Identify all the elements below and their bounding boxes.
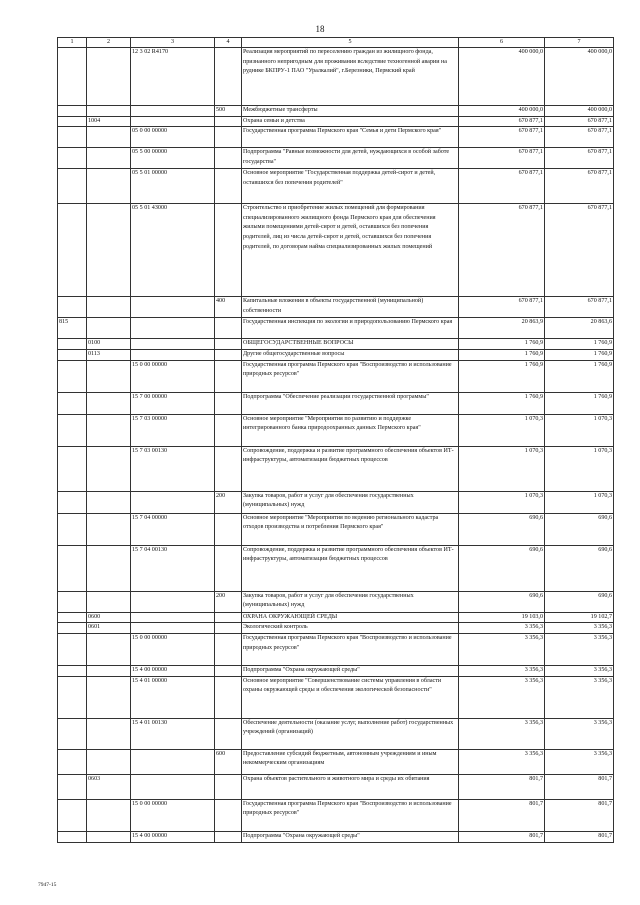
section-code-cell (87, 392, 131, 414)
target-item-cell: 15 7 04 00130 (131, 545, 215, 591)
admin-code-cell (58, 204, 87, 297)
table-row (58, 392, 614, 414)
amount-executed-cell: 20 863,6 (545, 318, 614, 339)
table-row (58, 491, 614, 513)
section-code-cell: 0600 (87, 612, 131, 623)
amount-executed-cell: 801,7 (545, 831, 614, 842)
admin-code-cell (58, 749, 87, 774)
amount-cell: 3 356,3 (459, 623, 545, 634)
expense-type-cell (215, 318, 242, 339)
section-code-cell: 0100 (87, 339, 131, 350)
section-code-cell (87, 545, 131, 591)
expense-type-cell: 400 (215, 297, 242, 318)
section-code-cell (87, 591, 131, 612)
table-row (58, 545, 614, 591)
description-cell: Закупка товаров, работ и услуг для обеспечения государственных (муниципальных) нужд (242, 491, 459, 513)
expense-type-cell (215, 148, 242, 169)
description-cell: Государственная программа Пермского края "Воспроизводство и использование природных ресурсов" (242, 633, 459, 665)
admin-code-cell (58, 799, 87, 831)
admin-code-cell (58, 831, 87, 842)
expense-type-cell (215, 545, 242, 591)
amount-cell: 1 070,3 (459, 491, 545, 513)
section-code-cell (87, 665, 131, 676)
expense-type-cell (215, 446, 242, 491)
amount-cell: 400 000,0 (459, 106, 545, 117)
target-item-cell (131, 318, 215, 339)
section-code-cell (87, 799, 131, 831)
target-item-cell: 15 0 00 00000 (131, 799, 215, 831)
amount-cell: 1 760,9 (459, 350, 545, 361)
table-row (58, 446, 614, 491)
expense-type-cell (215, 169, 242, 204)
description-cell: Реализация мероприятий по переселению граждан из жилищного фонда, признанного непригодным для проживания вследствие техногенной аварии на руднике БКПРУ-1 ПАО "Уралкалий", г.Березники, Пермский край (242, 48, 459, 106)
amount-executed-cell: 670 877,1 (545, 116, 614, 127)
amount-cell: 670 877,1 (459, 204, 545, 297)
target-item-cell: 15 7 03 00130 (131, 446, 215, 491)
amount-cell: 1 760,9 (459, 392, 545, 414)
description-cell: Государственная инспекция по экологии и природопользованию Пермского края (242, 318, 459, 339)
expense-type-cell (215, 116, 242, 127)
description-cell: Межбюджетные трансферты (242, 106, 459, 117)
target-item-cell (131, 297, 215, 318)
admin-code-cell (58, 339, 87, 350)
header-cell: 1 (58, 38, 87, 48)
description-cell: Государственная программа Пермского края "Воспроизводство и использование природных ресурсов" (242, 799, 459, 831)
description-cell: Сопровождение, поддержка и развитие программного обеспечения объектов ИТ-инфраструктуры, автоматизации бюджетных процессов (242, 446, 459, 491)
amount-cell: 3 356,3 (459, 676, 545, 718)
description-cell: Строительство и приобретение жилых помещений для формирования специализированного жилищного фонда Пермского края для обеспечения жилыми помещениями детей-сирот и детей, оставшихся без попечения родителей, лиц из числа детей-сирот и детей, оставшихся без попечения родителей, по договорам найма специализированных жилых помещений (242, 204, 459, 297)
expense-type-cell (215, 774, 242, 799)
amount-cell: 1 760,9 (459, 360, 545, 392)
section-code-cell (87, 491, 131, 513)
amount-executed-cell: 3 356,3 (545, 718, 614, 749)
expense-type-cell (215, 623, 242, 634)
description-cell: Другие общегосударственные вопросы (242, 350, 459, 361)
expense-type-cell (215, 718, 242, 749)
expense-type-cell (215, 665, 242, 676)
admin-code-cell (58, 106, 87, 117)
amount-cell: 3 356,3 (459, 749, 545, 774)
amount-executed-cell: 1 760,9 (545, 360, 614, 392)
amount-executed-cell: 1 760,9 (545, 350, 614, 361)
admin-code-cell (58, 633, 87, 665)
description-cell: ОХРАНА ОКРУЖАЮЩЕЙ СРЕДЫ (242, 612, 459, 623)
amount-executed-cell: 670 877,1 (545, 127, 614, 148)
admin-code-cell (58, 446, 87, 491)
header-cell: 7 (545, 38, 614, 48)
table-header-row (58, 38, 614, 48)
section-code-cell (87, 106, 131, 117)
section-code-cell: 0113 (87, 350, 131, 361)
table-row (58, 48, 614, 106)
section-code-cell: 1004 (87, 116, 131, 127)
amount-cell: 690,6 (459, 513, 545, 545)
section-code-cell (87, 513, 131, 545)
description-cell: Сопровождение, поддержка и развитие программного обеспечения объектов ИТ-инфраструктуры, автоматизации бюджетных процессов (242, 545, 459, 591)
table-row (58, 718, 614, 749)
table-row (58, 591, 614, 612)
amount-cell: 1 070,3 (459, 446, 545, 491)
description-cell: Обеспечение деятельности (оказание услуг, выполнение работ) государственных учреждений (организаций) (242, 718, 459, 749)
section-code-cell (87, 297, 131, 318)
admin-code-cell (58, 612, 87, 623)
target-item-cell: 15 0 00 00000 (131, 633, 215, 665)
target-item-cell (131, 774, 215, 799)
table-row (58, 774, 614, 799)
admin-code-cell (58, 414, 87, 446)
section-code-cell (87, 446, 131, 491)
admin-code-cell (58, 676, 87, 718)
target-item-cell (131, 106, 215, 117)
expense-type-cell (215, 127, 242, 148)
amount-executed-cell: 1 070,3 (545, 491, 614, 513)
amount-cell: 20 863,9 (459, 318, 545, 339)
amount-executed-cell: 400 000,0 (545, 48, 614, 106)
table-row (58, 676, 614, 718)
admin-code-cell (58, 48, 87, 106)
description-cell: Экологический контроль (242, 623, 459, 634)
target-item-cell (131, 116, 215, 127)
expense-type-cell (215, 204, 242, 297)
admin-code-cell (58, 774, 87, 799)
admin-code-cell (58, 392, 87, 414)
amount-executed-cell: 670 877,1 (545, 297, 614, 318)
section-code-cell (87, 48, 131, 106)
target-item-cell: 15 4 00 00000 (131, 665, 215, 676)
table-row (58, 169, 614, 204)
section-code-cell (87, 204, 131, 297)
description-cell: Государственная программа Пермского края "Воспроизводство и использование природных ресурсов" (242, 360, 459, 392)
amount-executed-cell: 3 356,3 (545, 633, 614, 665)
amount-cell: 3 356,3 (459, 665, 545, 676)
admin-code-cell: 815 (58, 318, 87, 339)
budget-table (57, 37, 614, 843)
table-row (58, 148, 614, 169)
admin-code-cell (58, 148, 87, 169)
table-row (58, 831, 614, 842)
header-cell: 3 (131, 38, 215, 48)
amount-executed-cell: 3 356,3 (545, 623, 614, 634)
admin-code-cell (58, 591, 87, 612)
target-item-cell: 15 7 04 00000 (131, 513, 215, 545)
admin-code-cell (58, 360, 87, 392)
description-cell: Подпрограмма "Обеспечение реализации государственной программы" (242, 392, 459, 414)
amount-cell: 1 070,3 (459, 414, 545, 446)
table-row (58, 513, 614, 545)
amount-cell: 690,6 (459, 545, 545, 591)
target-item-cell (131, 339, 215, 350)
amount-cell: 801,7 (459, 831, 545, 842)
admin-code-cell (58, 665, 87, 676)
header-cell: 5 (242, 38, 459, 48)
amount-executed-cell: 670 877,1 (545, 148, 614, 169)
expense-type-cell (215, 799, 242, 831)
amount-cell: 801,7 (459, 774, 545, 799)
amount-executed-cell: 3 356,3 (545, 665, 614, 676)
amount-cell: 670 877,1 (459, 127, 545, 148)
table-row (58, 204, 614, 297)
header-cell: 4 (215, 38, 242, 48)
header-cell: 6 (459, 38, 545, 48)
description-cell: Подпрограмма "Охрана окружающей среды" (242, 831, 459, 842)
amount-cell: 3 356,3 (459, 633, 545, 665)
amount-cell: 801,7 (459, 799, 545, 831)
description-cell: Подпрограмма "Охрана окружающей среды" (242, 665, 459, 676)
expense-type-cell (215, 513, 242, 545)
table-row (58, 612, 614, 623)
amount-executed-cell: 1 070,3 (545, 414, 614, 446)
admin-code-cell (58, 718, 87, 749)
amount-executed-cell: 690,6 (545, 591, 614, 612)
target-item-cell (131, 612, 215, 623)
amount-executed-cell: 670 877,1 (545, 204, 614, 297)
target-item-cell: 05 5 01 00000 (131, 169, 215, 204)
amount-cell: 670 877,1 (459, 297, 545, 318)
description-cell: Охрана семьи и детства (242, 116, 459, 127)
admin-code-cell (58, 127, 87, 148)
description-cell: Основное мероприятие "Мероприятия по ведению регионального кадастра отходов производства и потребления Пермского края" (242, 513, 459, 545)
amount-executed-cell: 1 760,9 (545, 339, 614, 350)
section-code-cell (87, 414, 131, 446)
amount-cell: 670 877,1 (459, 169, 545, 204)
table-row (58, 360, 614, 392)
section-code-cell (87, 318, 131, 339)
section-code-cell (87, 127, 131, 148)
target-item-cell: 15 4 00 00000 (131, 831, 215, 842)
amount-cell: 400 000,0 (459, 48, 545, 106)
amount-executed-cell: 3 356,3 (545, 749, 614, 774)
expense-type-cell (215, 360, 242, 392)
expense-type-cell (215, 612, 242, 623)
expense-type-cell: 600 (215, 749, 242, 774)
target-item-cell (131, 591, 215, 612)
description-cell: Государственная программа Пермского края "Семья и дети Пермского края" (242, 127, 459, 148)
table-row (58, 749, 614, 774)
table-row (58, 414, 614, 446)
amount-cell: 3 356,3 (459, 718, 545, 749)
admin-code-cell (58, 116, 87, 127)
amount-executed-cell: 1 070,3 (545, 446, 614, 491)
target-item-cell (131, 749, 215, 774)
expense-type-cell (215, 414, 242, 446)
description-cell: Основное мероприятие "Мероприятия по развитию и поддержке интегрированного банка природоохранных данных Пермского края" (242, 414, 459, 446)
amount-cell: 670 877,1 (459, 116, 545, 127)
target-item-cell: 05 5 00 00000 (131, 148, 215, 169)
amount-executed-cell: 801,7 (545, 799, 614, 831)
section-code-cell (87, 831, 131, 842)
description-cell: Предоставление субсидий бюджетным, автономным учреждениям и иным некоммерческим организациям (242, 749, 459, 774)
section-code-cell (87, 169, 131, 204)
table-row (58, 623, 614, 634)
amount-executed-cell: 801,7 (545, 774, 614, 799)
target-item-cell (131, 623, 215, 634)
table-row (58, 106, 614, 117)
section-code-cell: 0603 (87, 774, 131, 799)
target-item-cell: 15 0 00 00000 (131, 360, 215, 392)
description-cell: Охрана объектов растительного и животного мира и среды их обитания (242, 774, 459, 799)
amount-cell: 1 760,9 (459, 339, 545, 350)
target-item-cell: 15 7 03 00000 (131, 414, 215, 446)
target-item-cell: 05 0 00 00000 (131, 127, 215, 148)
admin-code-cell (58, 350, 87, 361)
section-code-cell (87, 360, 131, 392)
amount-executed-cell: 690,6 (545, 545, 614, 591)
expense-type-cell: 200 (215, 491, 242, 513)
description-cell: Закупка товаров, работ и услуг для обеспечения государственных (муниципальных) нужд (242, 591, 459, 612)
table-row (58, 665, 614, 676)
target-item-cell: 12 3 02 R4170 (131, 48, 215, 106)
table-row (58, 116, 614, 127)
expense-type-cell (215, 339, 242, 350)
amount-executed-cell: 19 102,7 (545, 612, 614, 623)
expense-type-cell (215, 633, 242, 665)
admin-code-cell (58, 513, 87, 545)
expense-type-cell (215, 48, 242, 106)
table-row (58, 297, 614, 318)
section-code-cell (87, 718, 131, 749)
target-item-cell: 05 5 01 4З000 (131, 204, 215, 297)
target-item-cell (131, 491, 215, 513)
table-row (58, 799, 614, 831)
amount-executed-cell: 3 356,3 (545, 676, 614, 718)
section-code-cell (87, 749, 131, 774)
amount-executed-cell: 1 760,9 (545, 392, 614, 414)
target-item-cell: 15 7 00 00000 (131, 392, 215, 414)
admin-code-cell (58, 491, 87, 513)
description-cell: Капитальные вложения в объекты государственной (муниципальной) собственности (242, 297, 459, 318)
expense-type-cell: 200 (215, 591, 242, 612)
section-code-cell (87, 148, 131, 169)
expense-type-cell (215, 350, 242, 361)
section-code-cell: 0601 (87, 623, 131, 634)
amount-executed-cell: 670 877,1 (545, 169, 614, 204)
table-row (58, 127, 614, 148)
table-row (58, 339, 614, 350)
expense-type-cell (215, 831, 242, 842)
amount-cell: 690,6 (459, 591, 545, 612)
target-item-cell: 15 4 01 00000 (131, 676, 215, 718)
table-row (58, 318, 614, 339)
admin-code-cell (58, 623, 87, 634)
target-item-cell (131, 350, 215, 361)
expense-type-cell: 500 (215, 106, 242, 117)
section-code-cell (87, 633, 131, 665)
admin-code-cell (58, 297, 87, 318)
table-row (58, 350, 614, 361)
section-code-cell (87, 676, 131, 718)
table-row (58, 633, 614, 665)
admin-code-cell (58, 169, 87, 204)
amount-cell: 670 877,1 (459, 148, 545, 169)
expense-type-cell (215, 676, 242, 718)
description-cell: Основное мероприятие "Совершенствование системы управления в области охраны окружающей среды и обеспечения экологической безопасности" (242, 676, 459, 718)
header-cell: 2 (87, 38, 131, 48)
description-cell: Подпрограмма "Равные возможности для детей, нуждающихся в особой заботе государства" (242, 148, 459, 169)
description-cell: ОБЩЕГОСУДАРСТВЕННЫЕ ВОПРОСЫ (242, 339, 459, 350)
page-number: 18 (315, 24, 325, 34)
amount-executed-cell: 690,6 (545, 513, 614, 545)
expense-type-cell (215, 392, 242, 414)
description-cell: Основное мероприятие "Государственная поддержка детей-сирот и детей, оставшихся без попечения родителей" (242, 169, 459, 204)
target-item-cell: 15 4 01 00130 (131, 718, 215, 749)
admin-code-cell (58, 545, 87, 591)
footer-document-code: 7947-15 (38, 882, 57, 888)
amount-executed-cell: 400 000,0 (545, 106, 614, 117)
amount-cell: 19 103,0 (459, 612, 545, 623)
